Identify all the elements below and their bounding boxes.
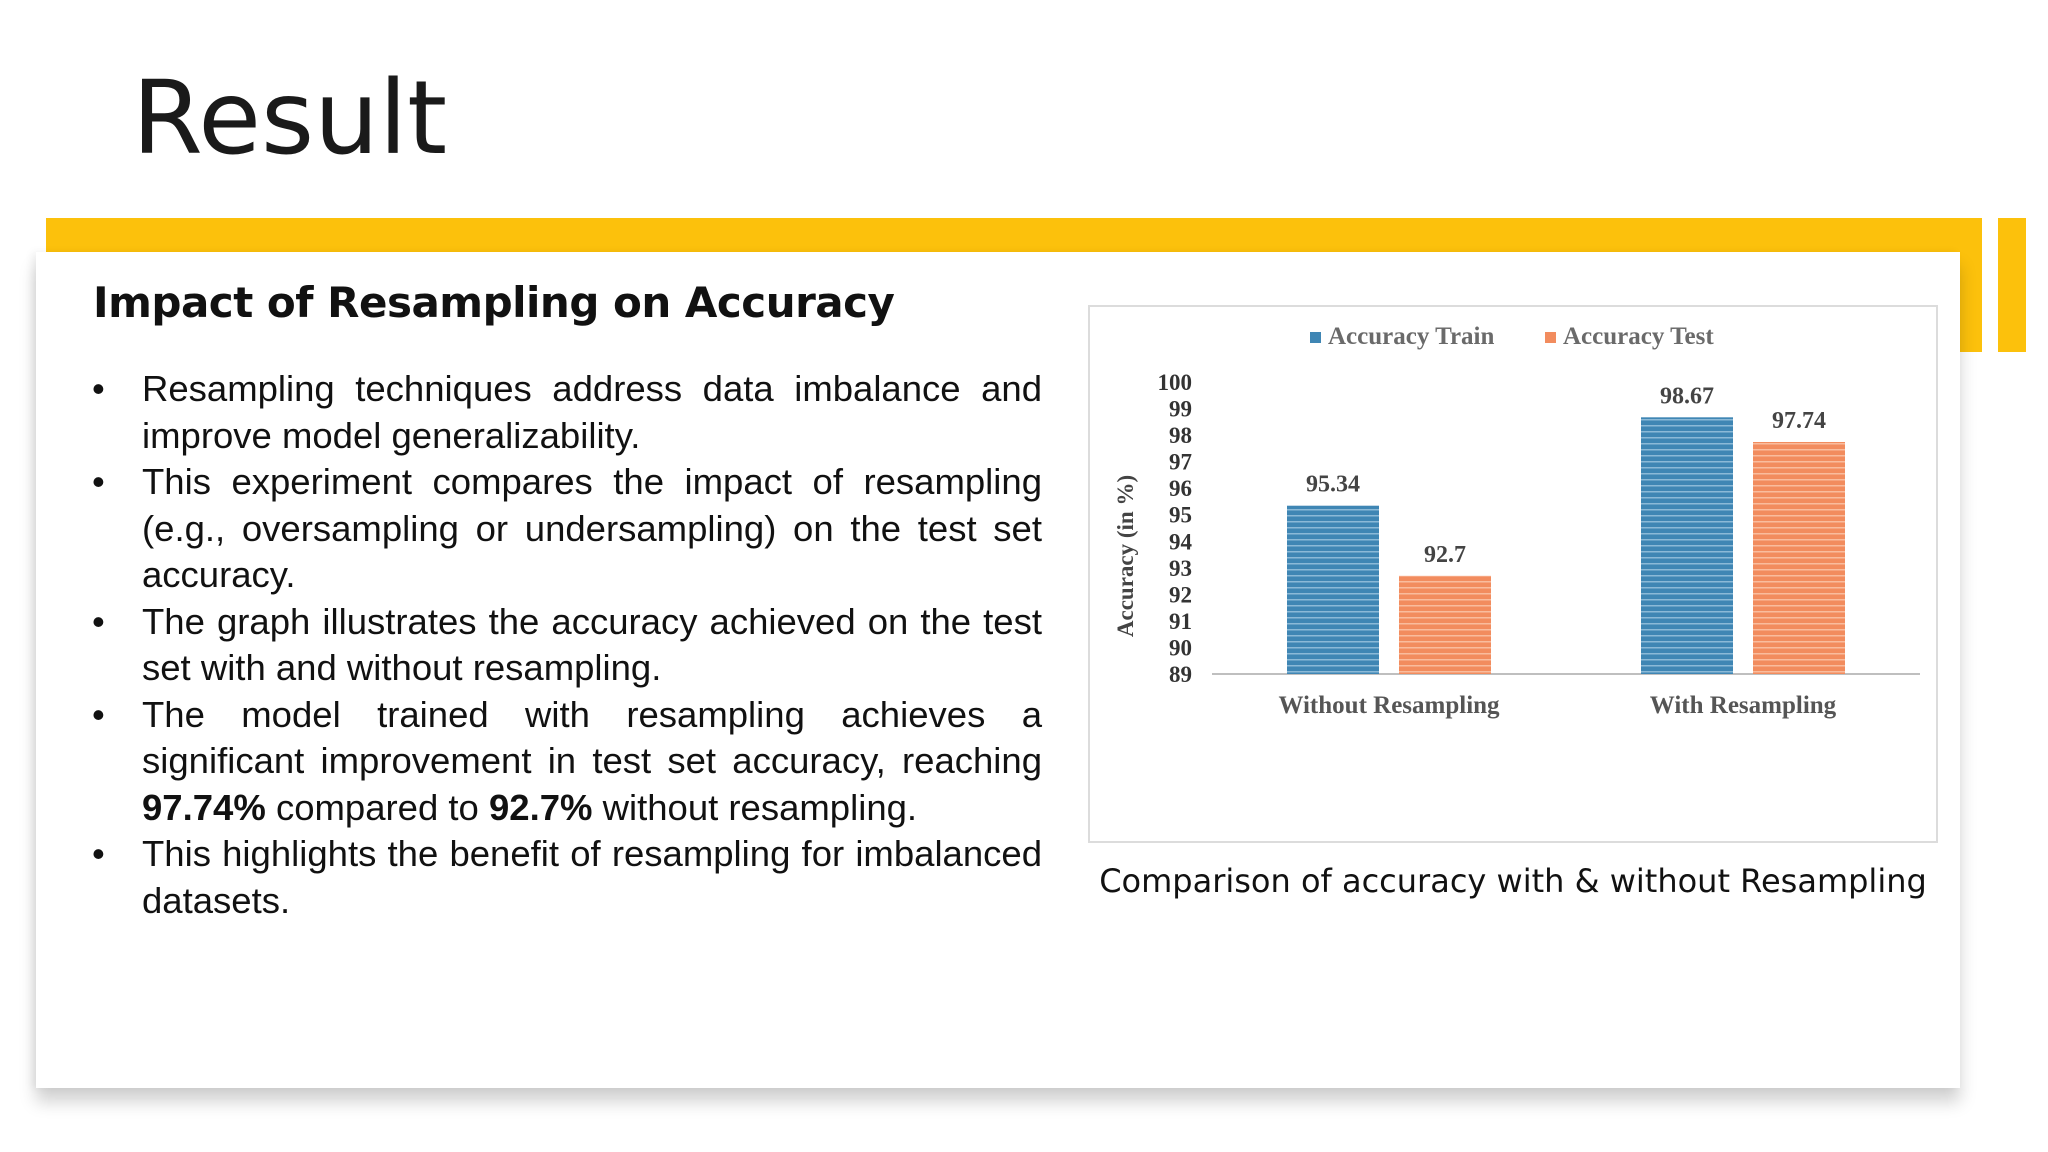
bullet-item	[92, 459, 1042, 599]
y-tick-label: 96	[1169, 476, 1192, 502]
bullet-text: This experiment compares the impact of resampling (e.g., oversampling or undersampling) on the test set accuracy.	[142, 461, 1042, 595]
legend-label: Accuracy Train	[1328, 323, 1495, 350]
bar-train	[1641, 417, 1733, 674]
accent-bar-side	[1998, 218, 2026, 352]
x-tick-label: With Resampling	[1649, 692, 1837, 719]
bullet-item	[92, 366, 1042, 459]
accuracy-bar-chart	[1090, 307, 1940, 845]
x-tick-label: Without Resampling	[1278, 692, 1500, 719]
accent-bar	[46, 218, 1982, 252]
y-tick-label: 93	[1169, 555, 1192, 581]
bullet-item	[92, 831, 1042, 924]
bullet-text: The graph illustrates the accuracy achieved on the test set with and without resampling.	[142, 600, 1042, 688]
bullet-list	[92, 366, 1042, 924]
data-label: 97.74	[1772, 407, 1826, 434]
bullet-text: Resampling techniques address data imbalance and improve model generalizability.	[142, 368, 1042, 456]
y-tick-label: 95	[1169, 502, 1192, 528]
data-label: 92.7	[1424, 541, 1466, 568]
y-tick-label: 89	[1169, 662, 1192, 687]
bullet-text-bold: 92.7%	[488, 786, 593, 828]
y-tick-label: 90	[1169, 635, 1192, 661]
y-axis-label: Accuracy (in %)	[1113, 474, 1138, 638]
legend-label: Accuracy Test	[1563, 323, 1714, 350]
bar-test	[1399, 576, 1491, 674]
data-label: 98.67	[1660, 383, 1714, 410]
y-tick-label: 99	[1169, 396, 1192, 422]
bullet-text: This highlights the benefit of resampling for imbalanced datasets.	[142, 833, 1042, 921]
bullet-item	[92, 692, 1042, 832]
chart-caption: Comparison of accuracy with & without Resampling	[1099, 862, 1927, 900]
bullet-item	[92, 599, 1042, 692]
accent-bar-corner	[1960, 218, 1982, 352]
bullet-text: without resampling.	[592, 786, 918, 828]
y-tick-label: 97	[1169, 449, 1192, 475]
slide-title: Result	[132, 59, 448, 178]
y-tick-label: 100	[1157, 370, 1192, 395]
y-tick-label: 91	[1169, 608, 1192, 634]
bar-test	[1753, 442, 1845, 674]
bullet-text: compared to	[265, 786, 489, 828]
y-tick-label: 92	[1169, 582, 1192, 608]
chart-frame	[1088, 305, 1938, 843]
legend-swatch	[1310, 332, 1321, 343]
bullet-text: The model trained with resampling achieves a significant improvement in test set accuracy, reaching	[142, 693, 1042, 781]
bullet-text-bold: 97.74%	[142, 786, 266, 828]
y-tick-label: 94	[1169, 529, 1192, 555]
legend-swatch	[1545, 332, 1556, 343]
data-label: 95.34	[1306, 471, 1360, 498]
bar-train	[1287, 506, 1379, 674]
section-heading: Impact of Resampling on Accuracy	[93, 278, 895, 327]
y-tick-label: 98	[1169, 423, 1192, 449]
